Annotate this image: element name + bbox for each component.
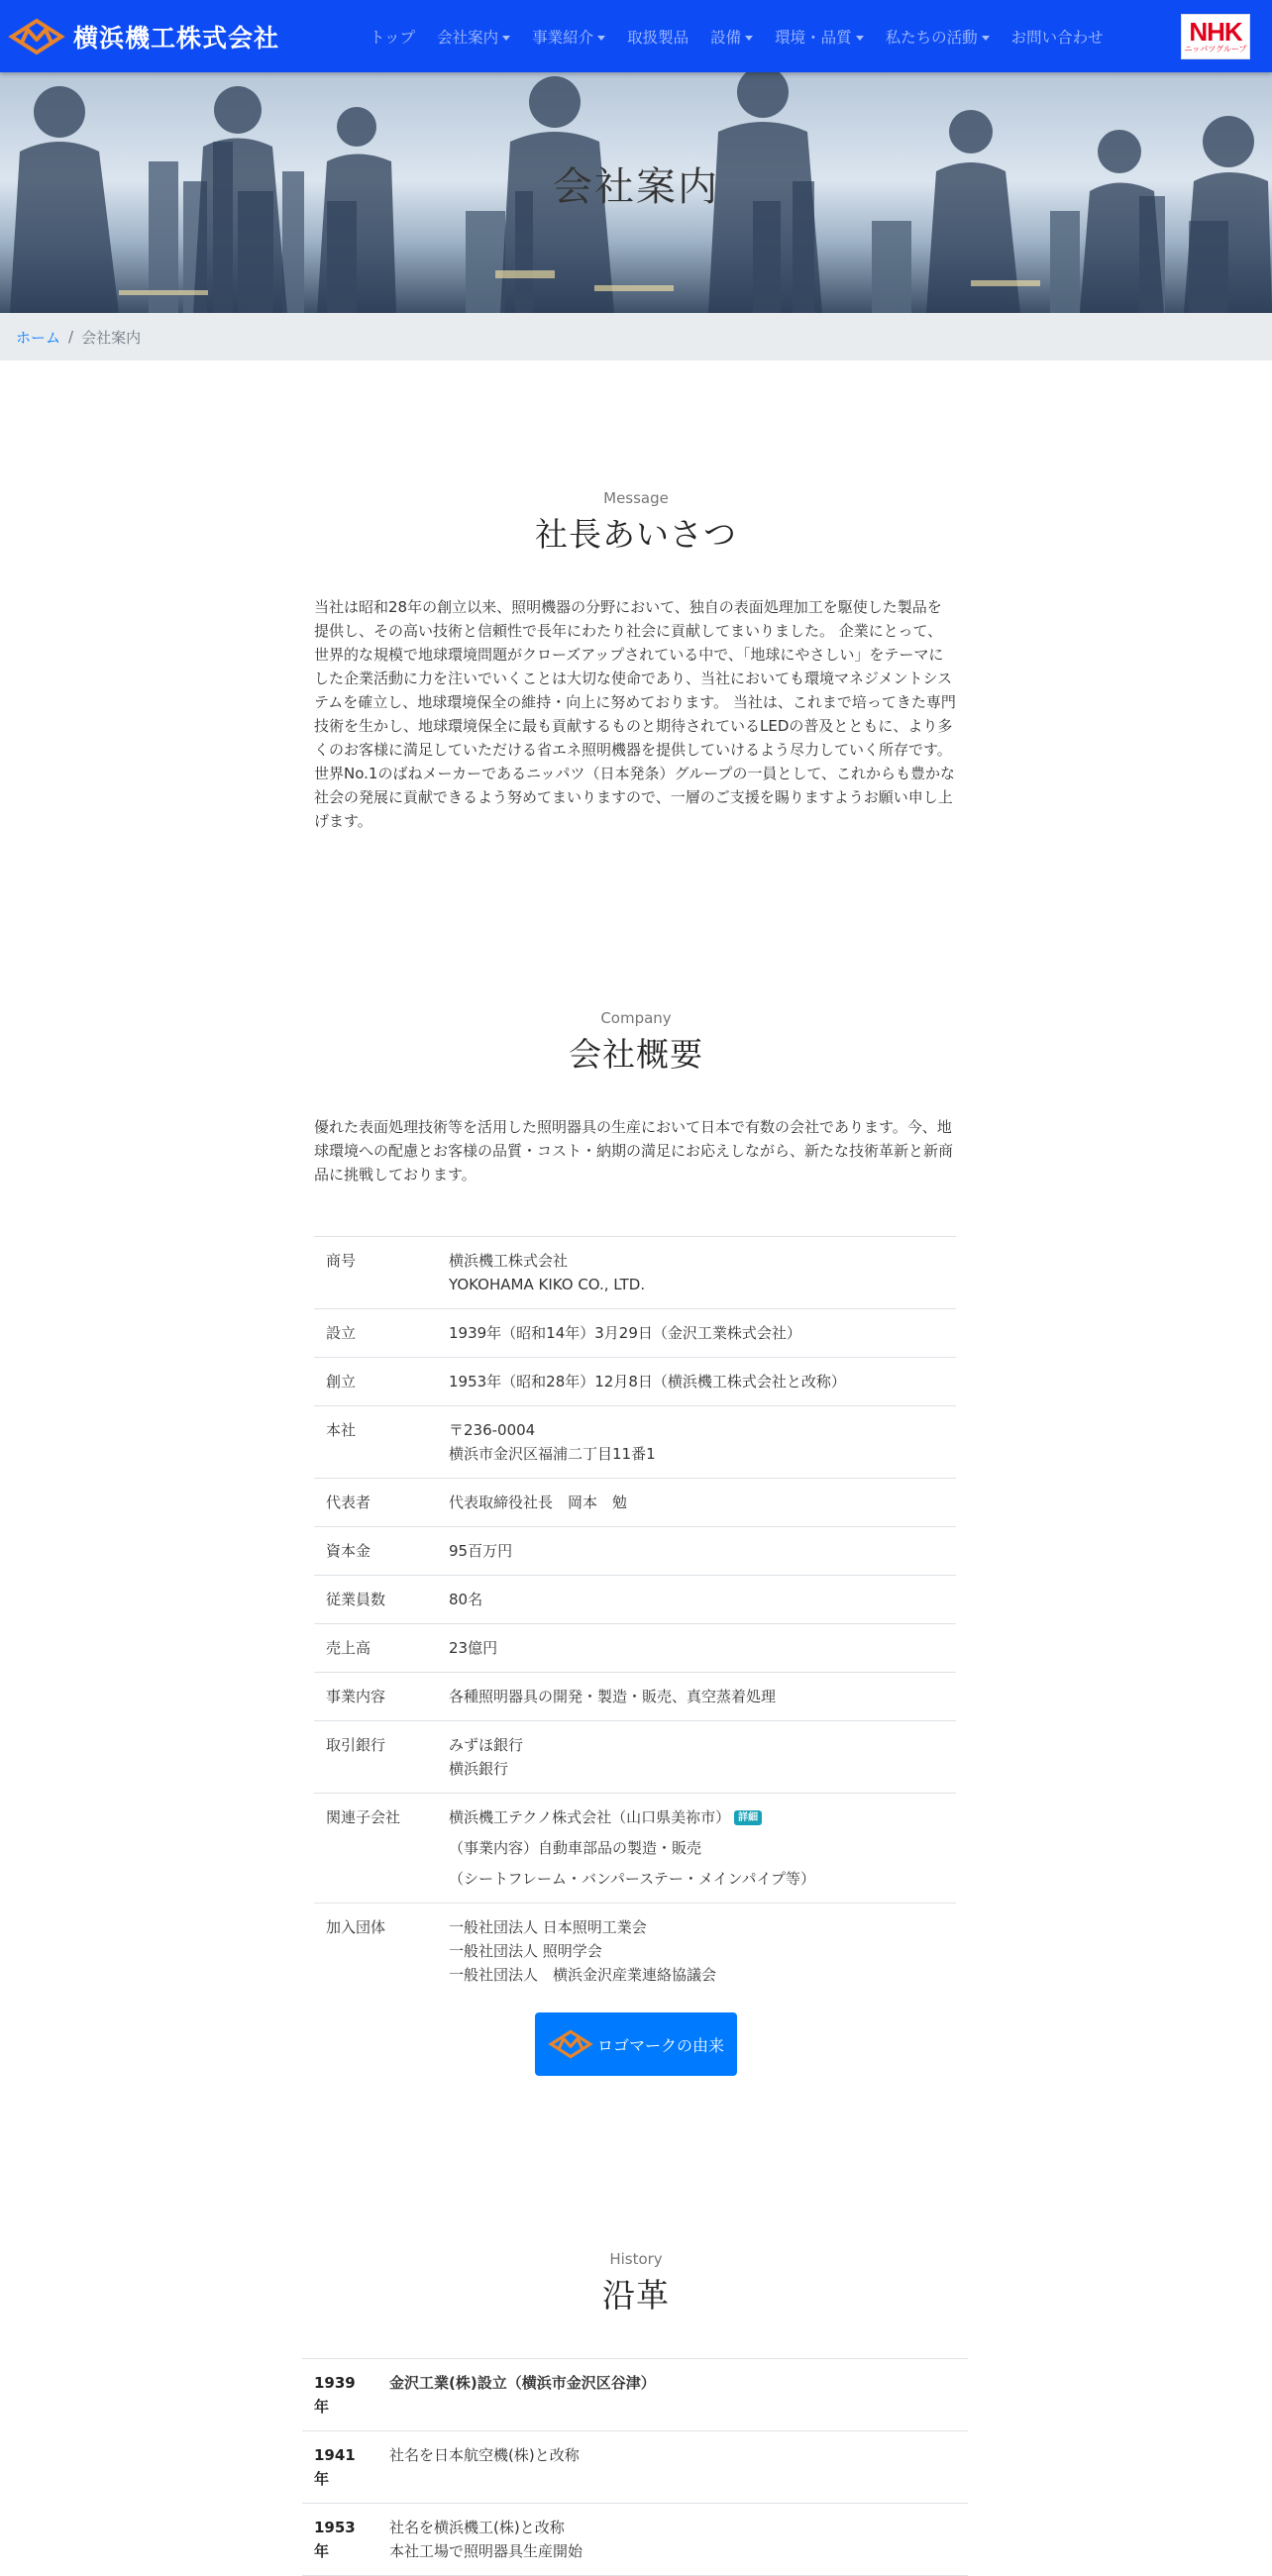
company-eyebrow: Company — [600, 1009, 672, 1027]
hero-title: 会社案内 — [553, 164, 719, 210]
nav-equipment[interactable]: 設備 — [710, 26, 753, 48]
breadcrumb-home-link[interactable]: ホーム — [16, 328, 61, 347]
table-row: 1953年 社名を横浜機工(株)と改称 本社工場で照明器具生産開始 — [302, 2504, 968, 2576]
caret-down-icon — [982, 36, 990, 41]
brand-link[interactable] — [8, 18, 279, 55]
nav-products[interactable]: 取扱製品 — [627, 28, 689, 47]
history-eyebrow: History — [609, 2250, 663, 2268]
table-row: 1941年 社名を日本航空機(株)と改称 — [302, 2431, 968, 2504]
nav-top[interactable]: トップ — [370, 28, 416, 47]
history-table — [302, 2358, 968, 2576]
table-row: 資本金 95百万円 — [314, 1527, 956, 1576]
nav-business[interactable]: 事業紹介 — [532, 26, 605, 48]
company-name: 横浜機工株式会社 — [73, 23, 280, 52]
caret-down-icon — [597, 36, 605, 41]
table-row: 本社 〒236-0004 横浜市金沢区福浦二丁目11番1 — [314, 1406, 956, 1479]
history-title: 沿革 — [602, 2276, 670, 2315]
message-eyebrow: Message — [603, 489, 669, 507]
table-row: 事業内容 各種照明器具の開発・製造・販売、真空蒸着処理 — [314, 1673, 956, 1721]
breadcrumb — [0, 313, 1272, 361]
table-row: 従業員数 80名 — [314, 1576, 956, 1624]
company-profile-table — [314, 1236, 956, 1999]
table-row: 関連子会社 横浜機工テクノ株式会社（山口県美祢市） 詳細 （事業内容）自動車部品の製造・販売 （シートフレーム・バンパーステー・メインパイプ等） — [314, 1794, 956, 1904]
company-logo-icon — [8, 18, 65, 55]
logo-origin-button[interactable]: ロゴマークの由来 — [535, 2012, 737, 2076]
table-row: 代表者 代表取締役社長 岡本 勉 — [314, 1479, 956, 1527]
table-row: 商号 横浜機工株式会社 YOKOHAMA KIKO CO., LTD. — [314, 1237, 956, 1309]
message-title: 社長あいさつ — [535, 515, 737, 554]
nhk-group-logo[interactable]: NHK ニッパツグループ — [1181, 14, 1250, 59]
table-row: 売上高 23億円 — [314, 1624, 956, 1673]
caret-down-icon — [502, 36, 510, 41]
table-row: 加入団体 一般社団法人 日本照明工業会 一般社団法人 照明学会 一般社団法人 横浜金沢産業連絡協議会 — [314, 1904, 956, 2000]
nav-activities[interactable]: 私たちの活動 — [886, 26, 990, 48]
breadcrumb-separator: / — [68, 328, 74, 346]
message-body: 当社は昭和28年の創立以来、照明機器の分野において、独自の表面処理加工を駆使した製品を提供し、その高い技術と信頼性で長年にわたり社会に貢献してまいりました。 企業にとって、世界的な規模で地球環境問題がクローズアップされている中で、「地球にやさしい」をテーマにした企業活動に力を注いでいくことは大切な使命であり、当社においても環境マネジメントシステムを確立し、地球環境保全の維持・向上に努めております。 当社は、これまで培ってきた専門技術を生かし、地球環境保全に最も貢献するものと期待されているLEDの普及とともに、より多くのお客様に満足していただける省エネ照明機器を提供していけるよう尽力していく所存です。 世界No.1のばねメーカーであるニッパツ（日本発条）グループの一員として、これからも豊かな社会の発展に貢献できるよう努めてまいりますので、一層のご支援を賜りますようお願い申し上げます。 — [314, 598, 956, 830]
company-title: 会社概要 — [569, 1035, 703, 1074]
table-row: 取引銀行 みずほ銀行 横浜銀行 — [314, 1721, 956, 1794]
details-badge-link[interactable]: 詳細 — [734, 1810, 762, 1825]
caret-down-icon — [856, 36, 864, 41]
main-nav — [359, 26, 1114, 48]
nav-company[interactable]: 会社案内 — [437, 26, 510, 48]
table-row: 1939年 金沢工業(株)設立（横浜市金沢区谷津） — [302, 2359, 968, 2431]
company-logo-icon — [548, 2029, 593, 2059]
company-intro: 優れた表面処理技術等を活用した照明器具の生産において日本で有数の会社であります。今、地球環境への配慮とお客様の品質・コスト・納期の満足にお応えしながら、新たな技術革新と新商品に挑戦しております。 — [314, 1118, 954, 1184]
table-row: 創立 1953年（昭和28年）12月8日（横浜機工株式会社と改称） — [314, 1358, 956, 1406]
nav-contact[interactable]: お問い合わせ — [1010, 28, 1104, 47]
nav-environment[interactable]: 環境・品質 — [775, 26, 864, 48]
caret-down-icon — [745, 36, 753, 41]
top-navbar — [0, 0, 1272, 72]
breadcrumb-current: 会社案内 — [81, 328, 142, 347]
hero-banner — [0, 72, 1272, 313]
table-row: 設立 1939年（昭和14年）3月29日（金沢工業株式会社） — [314, 1309, 956, 1358]
